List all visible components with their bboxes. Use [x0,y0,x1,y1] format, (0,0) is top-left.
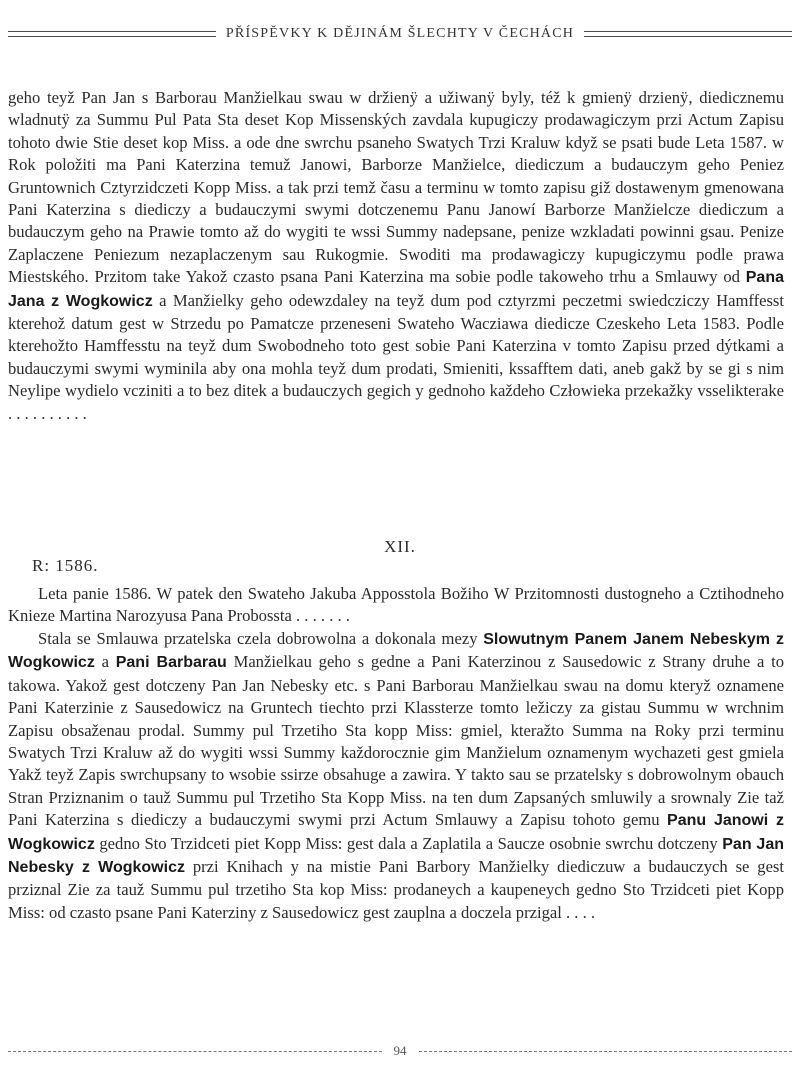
section-number: XII. [384,537,416,556]
paragraph-continuation [8,87,784,425]
page-number: 94 [393,1043,407,1058]
paragraph-text: a [94,652,116,672]
header-rule-right [584,31,792,37]
footer-rule-right [419,1051,793,1052]
footer-rule-left [8,1051,382,1052]
bold-name: Pana Jana z Wogkowicz [8,269,784,310]
header-rule-left [8,31,216,37]
page-footer [8,1041,792,1061]
paragraph-text: a Manžielky geho odewzdaley na teyž dum pod cztyrzmi peczetmi swiedcziczy Hamffesst kterehož datum gest w Strzedu po Pamatcze przeneseni Swateho Wacziawa diedicze Czeskeho Leta 1583. Podle kterehožto Hamffesstu na teyž dum Swobodneho toto gest sobie Pani Katerzina v tomto Zapisu przed dýtkami a budauczymi swymi wyminila aby ona mohla teyž dum prodati, Smieniti, kssafftem dati, aneb gakž by se gi s nim Neylipe wydielo vcziniti a to bez ditek a budauczych gegich y gednoho každeho Człowieka przekažky vsselikterake . . . . . . . . . . [8,290,784,423]
paragraph-agreement [8,628,784,924]
bold-name: Panu Janowi z Wogkowicz [8,812,784,853]
bold-name: Slowutnym Panem Janem Nebeskym z Wogkowicz [8,631,784,672]
paragraph-text: gedno Sto Trzidceti piet Kopp Miss: gest dala a Zaplatila a Saucze osobnie swrchu dotczeny [94,833,723,853]
marginal-note: R: 1586. [32,556,99,575]
running-header [8,22,792,46]
paragraph-text: geho teyž Pan Jan s Barborau Manžielkau swau w držienÿ a užiwanÿ byly, též k gmienÿ drzienÿ, diedicznemu wladnutÿ za Summu Pul Pata Sta deset Kop Missenských zavdala kupugiczy prodawagiczym przi Actum Zapisu tohoto dwie Stie deset kop Miss. a ode dne swrchu psaneho Swatych Trzi Kraluw když se psati bude Leta 1587. w Rok položiti ma Pani Katerzina temuž Janowi, Barborze Manžielce, diediczum a budauczym geho Peniez Gruntownich Cztyrzidczeti Kopp Miss. a tak przi temž času a terminu w tomto zapisu giž dostawenym gmenowana Pani Katerzina s diediczy a budauczymi swymi dotczenemu Panu Janowí Barborze Manžielcze diediczum a budauczym geho na Prawie tomto až do wygiti te wssi Summy nadepsane, penize wzkladati powinni gsau. Penize Zaplaczene Peniezum nezaplaczenym sau Rukogmie. Swoditi ma prodawagiczy kupugiczymu podle prawa Miestského. Przitom take Yakož czasto psana Pani Katerzina ma sobie podle takoweho trhu a Smlauwy od [8,88,784,287]
paragraph-text: przi Knihach y na mistie Pani Barbory Manžielky diediczuw a budauczych se gest prziznal Zie za tauž Summu pul trzetiho Sta kop Miss: prodaneych a kaupeneych gedno Sto Trzidceti piet Kopp Miss: od czasto psane Pani Katerziny z Sausedowicz gest zauplna a doczela przigal . . . . [8,857,785,922]
paragraph-text: Manžielkau geho s gedne a Pani Katerzinou z Sausedowic z Strany druhe a to takowa. Yakož gest dotczeny Pan Jan Nebesky etc. s Pani Barborau Manžielkau swau na domu kteryž oznamene Pani Katerzinie z Sausedowicz na Gruntech tiechto przi Klassterze tomto ležiczy za gistau Summu w wrchnim Zapisu obsaženau prodal. Summy pul Trzetiho Sta kopp Miss: gmiel, kteražto Summa na Roky przi terminu Swatych Trzi Kraluw až do wygiti wssi Summy každorocznie gim Manžielum oznamenym wychazeti gest gmiela Yakž teyž Zapis swrchupsany to wsobie ssirze obsahuge a zawira. Y takto sau se przatelsky s dobrowolnym obauch Stran Prziznanim o tauž Summu pul Trzetiho Sta Kopp Miss. na ten dum Zapsaných smluwily a srownaly Zie taž Pani Katerzina s diediczy a budauczymi swymi przi Actum Smlauwy a Zapisu tohoto gemu [8,652,784,830]
paragraph-date: Leta panie 1586. W patek den Swateho Jakuba Apposstola Božiho W Przitomnosti dustogneho a Cztihodneho Knieze Martina Narozyusa Pana Probossta . . . . . . . [8,584,784,626]
bold-name: Pan Jan Nebesky z Wogkowicz [8,835,784,877]
bold-name: Pani Barbarau [115,654,227,672]
paragraph-text: Stala se Smlauwa przatelska czela dobrowolna a dokonala mezy [38,629,484,648]
header-title: PŘÍSPĚVKY K DĚJINÁM ŠLECHTY V ČECHÁCH [225,26,575,41]
